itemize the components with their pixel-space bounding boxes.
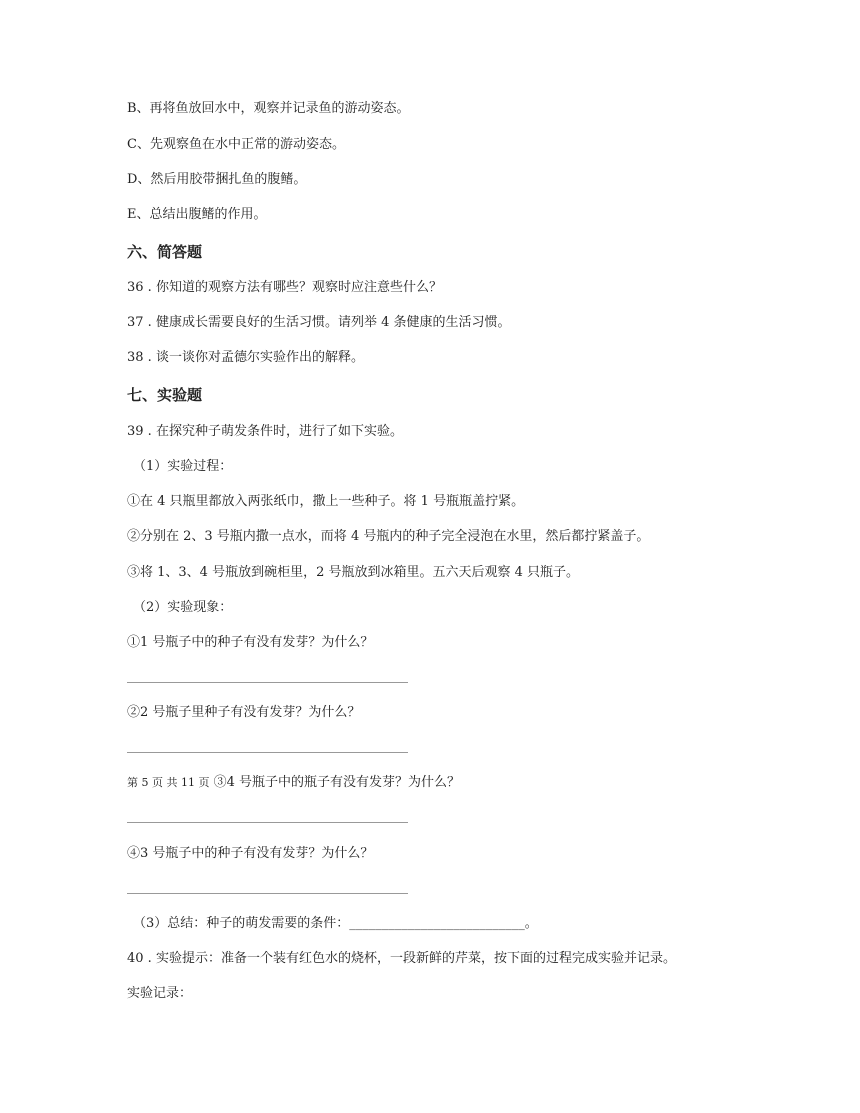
question-37: 37 . 健康成长需要良好的生活习惯。请列举 4 条健康的生活习惯。 [127, 315, 511, 330]
phenomenon-1: ①1 号瓶子中的种子有没有发芽？为什么？ [127, 635, 374, 650]
phenomenon-label: （2）实验现象： [133, 600, 233, 615]
summary: （3）总结：种子的萌发需要的条件：___________________________。 [133, 916, 538, 931]
section-7-title: 七、实验题 [127, 386, 203, 404]
phenomenon-2: ②2 号瓶子里种子有没有发芽？为什么？ [127, 705, 361, 720]
process-label: （1）实验过程： [133, 459, 233, 474]
page-footer: 第 5 页 共 11 页 [127, 776, 210, 789]
section-6-title: 六、简答题 [127, 243, 203, 261]
question-39: 39 . 在探究种子萌发条件时，进行了如下实验。 [127, 424, 403, 439]
step-3: ③将 1、3、4 号瓶放到碗柜里，2 号瓶放到冰箱里。五六天后观察 4 只瓶子。 [127, 565, 580, 580]
answer-line-3[interactable] [127, 822, 408, 823]
phenomenon-4: ④3 号瓶子中的种子有没有发芽？为什么？ [127, 846, 374, 861]
answer-line-2[interactable] [127, 752, 408, 753]
footer-and-phenomenon-3-row [127, 775, 460, 791]
option-d: D、然后用胶带捆扎鱼的腹鳍。 [127, 172, 307, 187]
question-38: 38 . 谈一谈你对孟德尔实验作出的解释。 [127, 350, 364, 365]
phenomenon-3: ③4 号瓶子中的瓶子有没有发芽？为什么？ [213, 775, 461, 790]
answer-line-4[interactable] [127, 893, 408, 894]
option-c: C、先观察鱼在水中正常的游动姿态。 [127, 137, 345, 152]
record-label: 实验记录： [127, 986, 193, 1001]
step-1: ①在 4 只瓶里都放入两张纸巾，撒上一些种子。将 1 号瓶瓶盖拧紧。 [127, 494, 525, 509]
question-36: 36 . 你知道的观察方法有哪些？观察时应注意些什么？ [127, 280, 442, 295]
answer-line-1[interactable] [127, 682, 408, 683]
option-b: B、再将鱼放回水中，观察并记录鱼的游动姿态。 [127, 101, 410, 116]
step-2: ②分别在 2、3 号瓶内撒一点水，而将 4 号瓶内的种子完全浸泡在水里，然后都拧紧盖子。 [127, 529, 650, 544]
option-e: E、总结出腹鳍的作用。 [127, 207, 267, 222]
question-40: 40 . 实验提示：准备一个装有红色水的烧杯，一段新鲜的芹菜，按下面的过程完成实验并记录。 [127, 951, 676, 966]
